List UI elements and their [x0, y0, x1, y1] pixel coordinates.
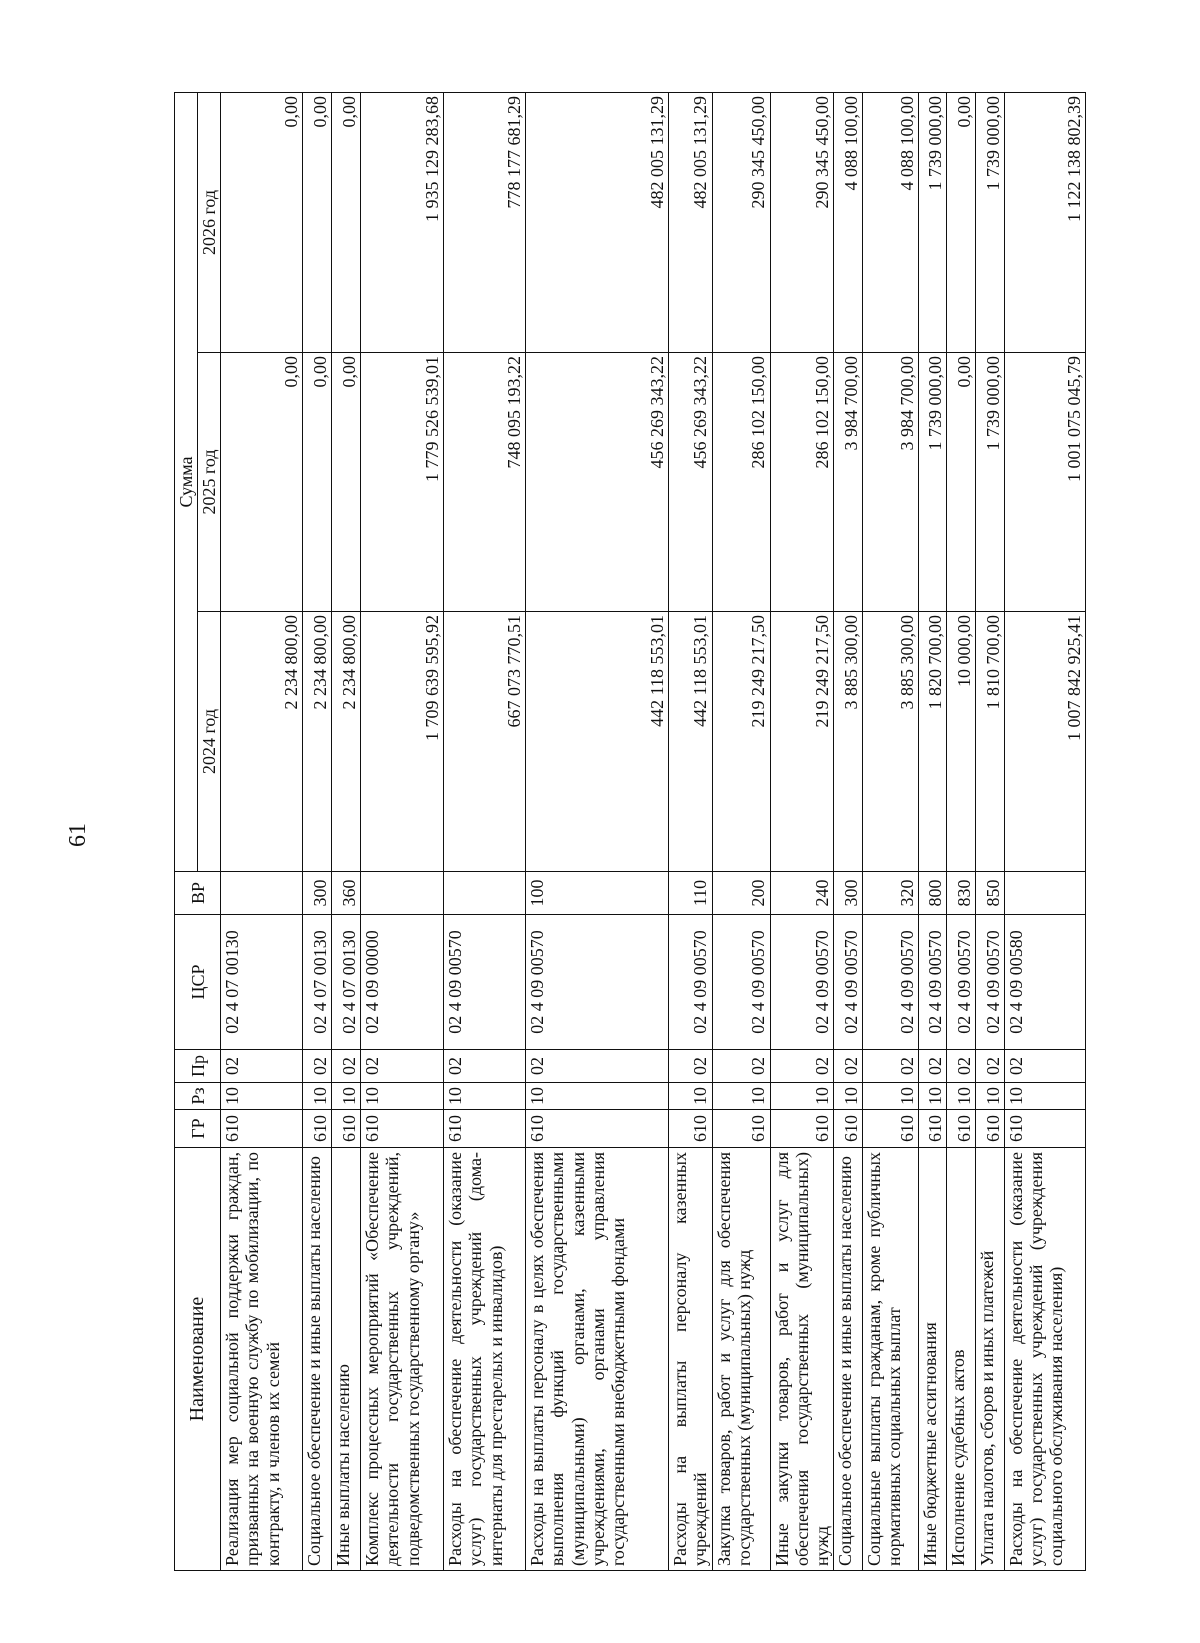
- cell-2024: 2 234 800,00: [303, 612, 332, 872]
- cell-gr: 610: [444, 1110, 526, 1148]
- cell-csr: 02 4 07 00130: [221, 915, 303, 1050]
- cell-2024: 219 249 217,50: [770, 612, 833, 872]
- cell-2024: 1 820 700,00: [919, 612, 947, 872]
- cell-pr: 02: [976, 1050, 1005, 1083]
- cell-csr: 02 4 09 00570: [712, 915, 770, 1050]
- cell-pr: 02: [332, 1050, 361, 1083]
- cell-vr: 360: [332, 872, 361, 915]
- cell-gr: 610: [770, 1110, 833, 1148]
- table-row: [1005, 92, 1086, 1570]
- cell-2026: 4 088 100,00: [863, 92, 919, 352]
- cell-csr: 02 4 09 00580: [1005, 915, 1086, 1050]
- cell-2025: 286 102 150,00: [712, 353, 770, 612]
- cell-vr: [1005, 872, 1086, 915]
- cell-2025: 456 269 343,22: [526, 353, 669, 612]
- cell-2024: 3 885 300,00: [863, 612, 919, 872]
- cell-2024: 2 234 800,00: [332, 612, 361, 872]
- cell-2025: 748 095 193,22: [444, 353, 526, 612]
- cell-name: Социальное обеспечение и иные выплаты населению: [303, 1148, 332, 1571]
- cell-pr: 02: [1005, 1050, 1086, 1083]
- cell-name: Исполнение судебных актов: [947, 1148, 976, 1571]
- cell-2024: 2 234 800,00: [221, 612, 303, 872]
- cell-pr: 02: [303, 1050, 332, 1083]
- cell-2026: 0,00: [303, 92, 332, 352]
- cell-name: Социальные выплаты гражданам, кроме публичных нормативных социальных выплат: [863, 1148, 919, 1571]
- cell-rz: 10: [947, 1083, 976, 1110]
- header-csr: ЦСР: [175, 915, 221, 1050]
- cell-name: Реализация мер социальной поддержки граждан, призванных на военную службу по мобилизации, по контракту, и членов их семей: [221, 1148, 303, 1571]
- cell-gr: 610: [947, 1110, 976, 1148]
- cell-2026: 4 088 100,00: [834, 92, 863, 352]
- cell-pr: 02: [947, 1050, 976, 1083]
- cell-rz: 10: [526, 1083, 669, 1110]
- cell-rz: 10: [1005, 1083, 1086, 1110]
- cell-vr: 240: [770, 872, 833, 915]
- cell-vr: [361, 872, 444, 915]
- cell-csr: 02 4 09 00570: [444, 915, 526, 1050]
- cell-rz: 10: [221, 1083, 303, 1110]
- cell-name: Социальное обеспечение и иные выплаты населению: [834, 1148, 863, 1571]
- cell-rz: 10: [303, 1083, 332, 1110]
- cell-2024: 1 007 842 925,41: [1005, 612, 1086, 872]
- cell-2025: 1 779 526 539,01: [361, 353, 444, 612]
- header-pr: Пр: [175, 1050, 221, 1083]
- cell-vr: 300: [303, 872, 332, 915]
- cell-csr: 02 4 09 00570: [947, 915, 976, 1050]
- cell-gr: 610: [361, 1110, 444, 1148]
- cell-gr: 610: [834, 1110, 863, 1148]
- cell-vr: 850: [976, 872, 1005, 915]
- cell-2024: 442 118 553,01: [526, 612, 669, 872]
- cell-rz: 10: [669, 1083, 712, 1110]
- cell-2026: 1 739 000,00: [919, 92, 947, 352]
- cell-gr: 610: [669, 1110, 712, 1148]
- table-row: [444, 92, 526, 1570]
- cell-pr: 02: [526, 1050, 669, 1083]
- cell-rz: 10: [976, 1083, 1005, 1110]
- cell-name: Уплата налогов, сборов и иных платежей: [976, 1148, 1005, 1571]
- cell-name: Иные закупки товаров, работ и услуг для обеспечения государственных (муниципальных) нужд: [770, 1148, 833, 1571]
- cell-vr: 100: [526, 872, 669, 915]
- header-sum: Сумма: [175, 92, 198, 871]
- cell-pr: 02: [444, 1050, 526, 1083]
- cell-2024: 10 000,00: [947, 612, 976, 872]
- header-rz: Рз: [175, 1083, 221, 1110]
- cell-2026: 778 177 681,29: [444, 92, 526, 352]
- cell-2026: 0,00: [221, 92, 303, 352]
- cell-2024: 1 709 639 595,92: [361, 612, 444, 872]
- cell-rz: 10: [863, 1083, 919, 1110]
- table-row: [669, 92, 712, 1570]
- cell-pr: 02: [712, 1050, 770, 1083]
- cell-gr: 610: [1005, 1110, 1086, 1148]
- cell-2026: 1 739 000,00: [976, 92, 1005, 352]
- cell-2025: 3 984 700,00: [863, 353, 919, 612]
- cell-2026: 482 005 131,29: [526, 92, 669, 352]
- cell-vr: 110: [669, 872, 712, 915]
- cell-2026: 290 345 450,00: [712, 92, 770, 352]
- header-vr: ВР: [175, 872, 221, 915]
- table-header-row: [175, 92, 198, 1570]
- rotated-table-container: [174, 93, 1084, 1571]
- table-body: [221, 92, 1086, 1570]
- cell-vr: 830: [947, 872, 976, 915]
- cell-rz: 10: [332, 1083, 361, 1110]
- cell-rz: 10: [919, 1083, 947, 1110]
- cell-vr: [444, 872, 526, 915]
- cell-name: Комплекс процессных мероприятий «Обеспечение деятельности государственных учреждений, подведомственных государственному органу»: [361, 1148, 444, 1571]
- cell-gr: 610: [712, 1110, 770, 1148]
- cell-name: Расходы на обеспечение деятельности (оказание услуг) государственных учреждений (учреждения социального обслуживания населения): [1005, 1148, 1086, 1571]
- cell-csr: 02 4 09 00570: [863, 915, 919, 1050]
- cell-csr: 02 4 07 00130: [332, 915, 361, 1050]
- cell-csr: 02 4 09 00570: [770, 915, 833, 1050]
- budget-table: [174, 92, 1086, 1571]
- cell-pr: 02: [669, 1050, 712, 1083]
- cell-gr: 610: [221, 1110, 303, 1148]
- cell-gr: 610: [332, 1110, 361, 1148]
- cell-2026: 482 005 131,29: [669, 92, 712, 352]
- cell-csr: 02 4 09 00570: [919, 915, 947, 1050]
- cell-2024: 3 885 300,00: [834, 612, 863, 872]
- table-row: [712, 92, 770, 1570]
- cell-2025: 0,00: [221, 353, 303, 612]
- cell-name: Закупка товаров, работ и услуг для обеспечения государственных (муниципальных) нужд: [712, 1148, 770, 1571]
- table-row: [303, 92, 332, 1570]
- table-row: [863, 92, 919, 1570]
- cell-2025: 0,00: [947, 353, 976, 612]
- cell-pr: 02: [221, 1050, 303, 1083]
- cell-2025: 0,00: [332, 353, 361, 612]
- cell-2026: 290 345 450,00: [770, 92, 833, 352]
- cell-2025: 456 269 343,22: [669, 353, 712, 612]
- cell-2026: 0,00: [947, 92, 976, 352]
- table-row: [221, 92, 303, 1570]
- cell-rz: 10: [712, 1083, 770, 1110]
- cell-pr: 02: [863, 1050, 919, 1083]
- cell-name: Расходы на выплаты персоналу в целях обеспечения выполнения функций государственными (муниципальными) органами, казенными учреждениями, органами управления государственными внебюджетными фондами: [526, 1148, 669, 1571]
- cell-gr: 610: [919, 1110, 947, 1148]
- cell-gr: 610: [976, 1110, 1005, 1148]
- cell-2024: 442 118 553,01: [669, 612, 712, 872]
- cell-name: Расходы на обеспечение деятельности (оказание услуг) государственных учреждений (дома-интернаты для престарелых и инвалидов): [444, 1148, 526, 1571]
- cell-2026: 1 122 138 802,39: [1005, 92, 1086, 352]
- cell-pr: 02: [361, 1050, 444, 1083]
- cell-rz: 10: [444, 1083, 526, 1110]
- header-gr: ГР: [175, 1110, 221, 1148]
- cell-pr: 02: [834, 1050, 863, 1083]
- table-row: [834, 92, 863, 1570]
- table-row: [526, 92, 669, 1570]
- header-name: Наименование: [175, 1148, 221, 1571]
- cell-csr: 02 4 09 00000: [361, 915, 444, 1050]
- cell-csr: 02 4 07 00130: [303, 915, 332, 1050]
- cell-vr: 300: [834, 872, 863, 915]
- table-row: [361, 92, 444, 1570]
- cell-vr: [221, 872, 303, 915]
- table-row: [976, 92, 1005, 1570]
- cell-name: Иные выплаты населению: [332, 1148, 361, 1571]
- table-row: [919, 92, 947, 1570]
- cell-2025: 0,00: [303, 353, 332, 612]
- cell-gr: 610: [303, 1110, 332, 1148]
- cell-csr: 02 4 09 00570: [526, 915, 669, 1050]
- cell-pr: 02: [770, 1050, 833, 1083]
- header-2026: 2026 год: [198, 92, 221, 352]
- cell-csr: 02 4 09 00570: [976, 915, 1005, 1050]
- cell-name: Иные бюджетные ассигнования: [919, 1148, 947, 1571]
- cell-vr: 800: [919, 872, 947, 915]
- header-2024: 2024 год: [198, 612, 221, 872]
- cell-2025: 286 102 150,00: [770, 353, 833, 612]
- table-row: [332, 92, 361, 1570]
- cell-rz: 10: [834, 1083, 863, 1110]
- cell-rz: 10: [361, 1083, 444, 1110]
- header-2025: 2025 год: [198, 353, 221, 612]
- cell-2024: 219 249 217,50: [712, 612, 770, 872]
- cell-csr: 02 4 09 00570: [669, 915, 712, 1050]
- cell-vr: 320: [863, 872, 919, 915]
- cell-rz: 10: [770, 1083, 833, 1110]
- cell-2025: 3 984 700,00: [834, 353, 863, 612]
- cell-2026: 1 935 129 283,68: [361, 92, 444, 352]
- cell-pr: 02: [919, 1050, 947, 1083]
- table-row: [947, 92, 976, 1570]
- cell-2024: 667 073 770,51: [444, 612, 526, 872]
- cell-name: Расходы на выплаты персоналу казенных учреждений: [669, 1148, 712, 1571]
- table-row: [770, 92, 833, 1570]
- cell-gr: 610: [863, 1110, 919, 1148]
- cell-2025: 1 001 075 045,79: [1005, 353, 1086, 612]
- cell-csr: 02 4 09 00570: [834, 915, 863, 1050]
- page-number: 61: [65, 823, 91, 847]
- cell-2026: 0,00: [332, 92, 361, 352]
- cell-2025: 1 739 000,00: [976, 353, 1005, 612]
- cell-gr: 610: [526, 1110, 669, 1148]
- cell-2024: 1 810 700,00: [976, 612, 1005, 872]
- cell-vr: 200: [712, 872, 770, 915]
- cell-2025: 1 739 000,00: [919, 353, 947, 612]
